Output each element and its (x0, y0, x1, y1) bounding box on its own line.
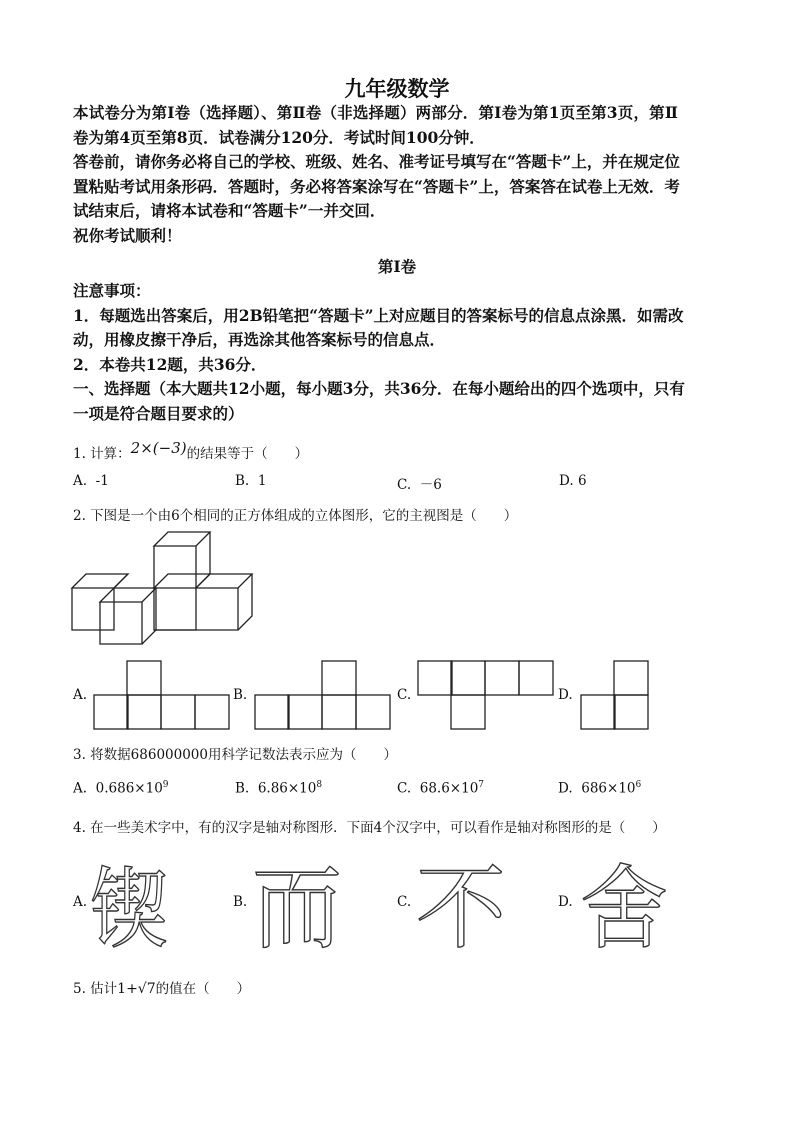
option-text: 0.686×10 (95, 780, 163, 797)
q4-option-a-label[interactable]: A. (73, 894, 88, 910)
q3-option-c[interactable] (397, 780, 484, 797)
intro-line: 试结束后，请将本试卷和“答题卡”一并交回． (73, 201, 386, 220)
question-1-suffix: 的结果等于（ ） (186, 446, 309, 462)
option-label: D. (558, 780, 573, 797)
option-exponent: 7 (478, 780, 485, 790)
part-line: 一、选择题（本大题共12小题，每小题3分，共36分．在每小题给出的四个选项中，只有 (73, 379, 685, 398)
q2-option-c-view[interactable] (417, 660, 557, 730)
notes-heading: 注意事项： (73, 281, 151, 300)
q4-option-c-label[interactable]: C. (397, 894, 412, 910)
option-exponent: 6 (635, 780, 642, 790)
q4-option-c-glyph[interactable] (416, 840, 508, 962)
option-label: B. (235, 473, 250, 489)
glyph-text: 锲 (90, 858, 168, 961)
question-1 (73, 439, 309, 462)
question-5-suffix: 的值在（ ） (155, 981, 251, 997)
option-text: 686×10 (581, 780, 636, 797)
q2-option-a-label[interactable]: A. (73, 687, 88, 703)
question-4: 4. 在一些美术字中，有的汉字是轴对称图形．下面4个汉字中，可以看作是轴对称图形的是（ ） (73, 820, 666, 836)
option-label: C. (397, 477, 412, 493)
q4-option-b-glyph[interactable] (252, 840, 344, 962)
q4-option-a-glyph[interactable] (90, 840, 170, 961)
q2-option-d-label[interactable]: D. (558, 687, 573, 703)
intro-line: 祝你考试顺利！ (73, 225, 182, 245)
glyph-text: 而 (252, 855, 342, 962)
q1-option-c[interactable] (397, 473, 442, 493)
option-text: 1 (257, 473, 267, 489)
page-title: 九年级数学 (344, 76, 450, 101)
q2-option-c-label[interactable]: C. (397, 687, 412, 703)
option-text: －6 (419, 477, 442, 493)
notes-line: 2．本卷共12题，共36分． (73, 354, 267, 374)
option-exponent: 9 (162, 780, 169, 790)
q4-option-d-label[interactable]: D. (558, 894, 573, 910)
q4-option-d-glyph[interactable] (580, 840, 672, 962)
option-label: A. (73, 780, 88, 797)
q2-option-a-view[interactable] (93, 660, 233, 730)
q1-option-b[interactable] (235, 473, 266, 489)
glyph-text: 舍 (580, 855, 668, 962)
notes-block (73, 279, 733, 377)
option-label: D. (559, 473, 574, 489)
intro-line: 卷为第4页至第8页．试卷满分120分．考试时间100分钟． (73, 127, 485, 147)
q2-option-b-label[interactable]: B. (233, 687, 248, 703)
question-1-expression: 2×(−3) (130, 439, 187, 457)
q3-option-d[interactable] (558, 780, 641, 797)
question-2: 2. 下图是一个由6个相同的正方体组成的立体图形，它的主视图是（ ） (73, 508, 518, 524)
glyph-text: 不 (416, 855, 506, 962)
q3-option-b[interactable] (235, 780, 322, 797)
notes-line: 动，用橡皮擦干净后，再选涂其他答案标号的信息点． (73, 330, 446, 349)
question-5-expression: 1+√7 (117, 981, 156, 997)
option-label: B. (235, 780, 250, 797)
option-text: 6 (577, 473, 587, 489)
question-1-prefix: 1. 计算： (73, 446, 131, 462)
q1-option-d[interactable] (559, 473, 587, 489)
option-text: 68.6×10 (419, 780, 479, 797)
section-heading: 第Ⅰ卷 (377, 257, 417, 276)
option-label: C. (397, 780, 412, 797)
option-text: 6.86×10 (257, 780, 317, 797)
cube-figure (70, 533, 270, 648)
intro-line: 答卷前，请你务必将自己的学校、班级、姓名、准考证号填写在“答题卡”上，并在规定位 (73, 152, 680, 171)
part-line: 一项是符合题目要求的） (73, 403, 244, 423)
question-3: 3. 将数据686000000用科学记数法表示应为（ ） (73, 747, 397, 763)
exam-instructions (73, 101, 728, 248)
q3-option-a[interactable] (73, 780, 169, 797)
question-5 (73, 977, 250, 997)
option-label: A. (73, 473, 88, 489)
question-5-prefix: 5. 估计 (73, 981, 118, 997)
option-text: -1 (95, 473, 109, 489)
q2-option-d-view[interactable] (580, 660, 655, 730)
option-exponent: 8 (316, 780, 323, 790)
part-heading (73, 377, 733, 426)
q1-option-a[interactable] (73, 473, 109, 489)
q4-option-b-label[interactable]: B. (233, 894, 248, 910)
notes-line: 1．每题选出答案后，用2B铅笔把“答题卡”上对应题目的答案标号的信息点涂黑．如需改 (73, 305, 684, 325)
intro-line: 置粘贴考试用条形码．答题时，务必将答案涂写在“答题卡”上，答案答在试卷上无效．考 (73, 176, 680, 196)
intro-line: 本试卷分为第Ⅰ卷（选择题）、第Ⅱ卷（非选择题）两部分．第Ⅰ卷为第1页至第3页，第Ⅱ (73, 103, 679, 122)
q2-option-b-view[interactable] (254, 660, 394, 730)
